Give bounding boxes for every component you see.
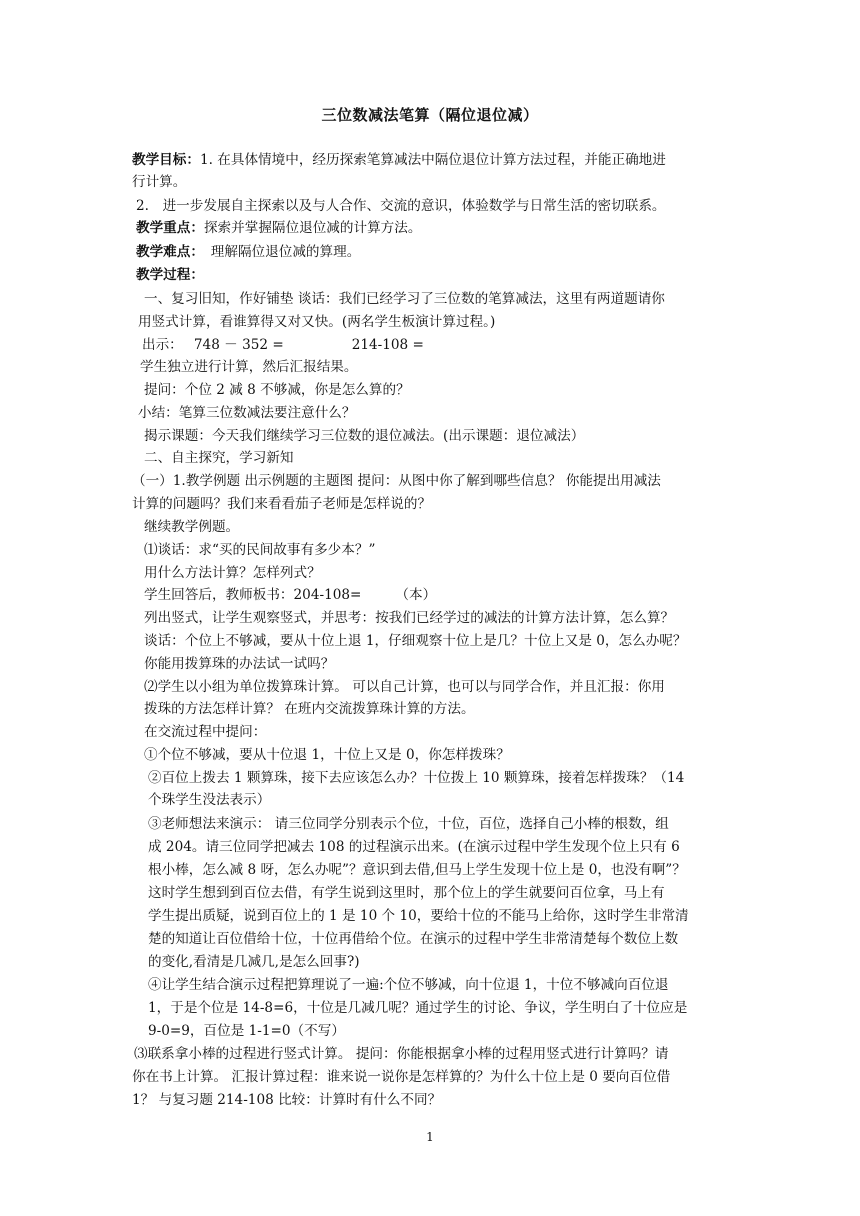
document-title: 三位数减法笔算（隔位退位减）	[321, 106, 539, 124]
teaching-difficulty-text: 理解隔位退位减的算理。	[197, 244, 361, 260]
body-line: 学生提出质疑，说到百位上的 1 是 10 个 10，要给十位的不能马上给你，这时学生非常清	[148, 908, 689, 924]
body-line: 1，于是个位是 14-8=6，十位是几减几呢？通过学生的讨论、争议，学生明白了十位应是	[148, 1000, 688, 1016]
body-line: 拨珠的方法怎样计算？ 在班内交流拨算珠计算的方法。	[144, 701, 475, 717]
teaching-goal-text-1: 1. 在具体情境中，经历探索笔算减法中隔位退位计算方法过程，并能正确地进	[199, 152, 666, 168]
body-line: 个珠学生没法表示）	[148, 792, 271, 808]
teaching-key-point	[136, 218, 421, 238]
body-line: 用什么方法计算？怎样列式？	[144, 565, 321, 581]
teaching-goal-line-1	[132, 150, 666, 170]
body-line: 二、自主探究，学习新知	[144, 450, 294, 466]
body-line: 计算的问题吗？我们来看看茄子老师是怎样说的？	[132, 496, 432, 512]
body-line: 继续教学例题。	[144, 519, 240, 535]
body-line: 一、复习旧知，作好铺垫 谈话：我们已经学习了三位数的笔算减法，这里有两道题请你	[144, 291, 665, 307]
body-line: 揭示课题：今天我们继续学习三位数的退位减法。(出示课题：退位减法）	[144, 428, 585, 444]
body-line: 谈话：个位上不够减，要从十位上退 1，仔细观察十位上是几？十位上又是 0，怎么办呢？	[144, 633, 687, 649]
teaching-key-text: 探索并掌握隔位退位减的计算方法。	[203, 220, 422, 236]
body-line: 学生独立进行计算，然后汇报结果。	[140, 359, 358, 375]
body-line: ⑵学生以小组为单位拨算珠计算。 可以自己计算，也可以与同学合作，并且汇报：你用	[144, 679, 665, 695]
body-line: 1？ 与复习题 214-108 比较：计算时有什么不同？	[132, 1092, 442, 1108]
body-line: 在交流过程中提问：	[144, 724, 267, 740]
body-line: 学生回答后，教师板书：204-108= （本）	[144, 587, 437, 603]
body-line: 成 204。请三位同学把减去 108 的过程演示出来。(在演示过程中学生发现个位上只有 6	[148, 839, 680, 855]
body-line: 楚的知道让百位借给十位，十位再借给个位。在演示的过程中学生非常清楚每个数位上数	[148, 931, 679, 947]
teaching-key-label: 教学重点：	[136, 220, 204, 236]
body-line: 你在书上计算。 汇报计算过程：谁来说一说你是怎样算的？为什么十位上是 0 要向百位借	[132, 1069, 671, 1085]
body-line: ③老师想法来演示： 请三位同学分别表示个位，十位，百位，选择自己小棒的根数，组	[148, 816, 669, 832]
body-line: （一）1.教学例题 出示例题的主题图 提问：从图中你了解到哪些信息？ 你能提出用减法	[132, 473, 661, 489]
body-line: 9-0=9，百位是 1-1=0（不写）	[148, 1023, 345, 1039]
page-number: 1	[426, 1130, 434, 1144]
teaching-difficulty	[136, 242, 360, 262]
teaching-process-label: 教学过程：	[136, 267, 204, 283]
teaching-goal-label: 教学目标：	[132, 152, 200, 168]
body-line: 的变化,看清是几减几,是怎么回事?)	[148, 954, 360, 970]
body-line: ⑶联系拿小棒的过程进行竖式计算。 提问：你能根据拿小棒的过程用竖式进行计算吗？请	[134, 1046, 669, 1062]
body-line: ②百位上拨去 1 颗算珠，接下去应该怎么办？十位拨上 10 颗算珠，接着怎样拨珠？（14	[148, 770, 685, 786]
body-line: 这时学生想到到百位去借，有学生说到这里时，那个位上的学生就要问百位拿，马上有	[148, 885, 665, 901]
body-line: 提问：个位 2 减 8 不够减，你是怎么算的？	[144, 382, 410, 398]
teaching-difficulty-label: 教学难点：	[136, 244, 198, 260]
body-line: 列出竖式，让学生观察竖式，并思考：按我们已经学过的减法的计算方法计算，怎么算？	[144, 610, 675, 626]
body-line: 小结：笔算三位数减法要注意什么？	[138, 405, 356, 421]
body-line: 根小棒，怎么减 8 呀，怎么办呢”？意识到去借,但马上学生发现十位上是 0，也没有啊”？	[148, 862, 686, 878]
body-line: 你能用拨算珠的办法试一试吗？	[144, 656, 335, 672]
teaching-goal-line-2: 行计算。	[132, 174, 187, 190]
body-line: 用竖式计算，看谁算得又对又快。(两名学生板演计算过程。)	[138, 314, 496, 330]
teaching-goal-line-3: 2. 进一步发展自主探索以及与人合作、交流的意识，体验数学与日常生活的密切联系。	[136, 198, 666, 214]
body-line: ④让学生结合演示过程把算理说了一遍:个位不够减，向十位退 1，十位不够减向百位退	[148, 977, 669, 993]
body-line: ①个位不够减，要从十位退 1，十位上又是 0，你怎样拨珠？	[144, 747, 510, 763]
body-line: 出示： 748 － 352 = 214-108 =	[142, 337, 424, 353]
body-line: ⑴谈话：求“买的民间故事有多少本？”	[144, 542, 376, 558]
